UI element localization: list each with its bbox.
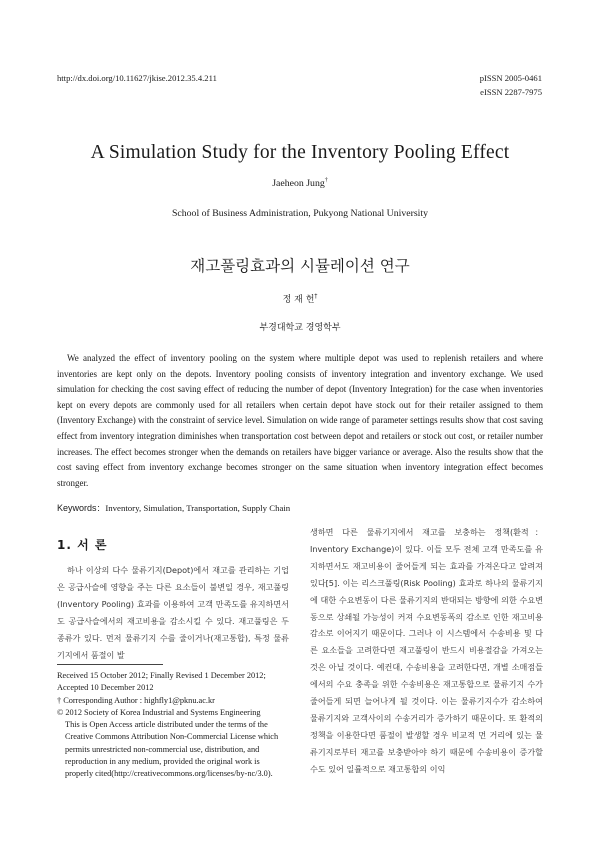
affiliation-ko: 부경대학교 경영학부	[259, 323, 341, 333]
footnote	[57, 670, 289, 781]
keywords	[57, 501, 290, 514]
pissn: pISSN 2005-0461	[479, 73, 542, 83]
keywords-list: ：Inventory, Simulation, Transportation, Supply Chain	[96, 503, 291, 513]
corresponding-author-mark: †	[324, 177, 328, 184]
accepted-date: Accepted 10 December 2012	[57, 683, 154, 693]
corresponding-author[interactable]: † Corresponding Author : highfly1@pknu.ac.kr	[57, 695, 215, 705]
author-name-en: Jaeheon Jung	[272, 178, 325, 189]
issn-block	[480, 71, 542, 99]
eissn: eISSN 2287-7975	[480, 87, 542, 97]
paper-title-ko: 재고풀링효과의 시뮬레이션 연구	[190, 257, 410, 275]
doi-link[interactable]: http://dx.doi.org/10.11627/jkise.2012.35.4.211	[57, 73, 217, 83]
license-text: This is Open Access article distributed under the terms of the Creative Commons Attribution Non-Commercial License which permits unrestricted non-commercial use, distribution, and reproduction in any medium, provided the original work is properly cited(http://creativecommons.org/licenses/by-nc/3.0).	[65, 720, 279, 779]
affiliation-en: School of Business Administration, Pukyong National University	[171, 208, 429, 219]
author-en	[0, 178, 600, 189]
paper-title: A Simulation Study for the Inventory Pooling Effect	[90, 142, 510, 163]
author-name-ko: 정 재 헌	[282, 295, 315, 305]
keywords-label: Keywords	[57, 503, 97, 513]
intro-right-column: 생하면 다른 물류기지에서 재고를 보충하는 정책(환적：Inventory Exchange)이 있다. 이들 모두 전체 고객 만족도를 유지하면서도 재고비용이 줄어들게 되는 효과를 가져온다고 알려져 있다[5]. 이는 리스크풀링(Risk Pooling) 효과로 하나의 물류기지에 대한 수요변동이 다른 물류기지의 반대되는 방향에 의한 수요변동으로 상쇄될 가능성이 커져 수요변동폭의 감소로 인한 재고비용 감소로 이어지기 때문이다. 그러나 이 시스템에서 수송비용 및 다른 요소들을 고려한다면 재고풀링이 반드시 비용절감을 가져오는 것은 아닐 것이다. 예컨대, 수송비용을 고려한다면, 개별 소매점들에서의 수요 충족을 위한 수송비용은 재고통합으로 물류기지 수가 줄어들게 되면 늘어나게 될 것이다. 이는 물류기지수가 감소하여 물류기지와 고객사이의 수송거리가 증가하기 때문이다. 또 환적의 정책을 이용한다면 품절이 발생할 경우 비교적 먼 거리에 있는 물류기지로부터 재고를 보충받아야 하기 때문에 수송비용이 증가할 수도 있어 일률적으로 재고통합의 이익	[310, 527, 543, 774]
corresponding-author-mark-ko: †	[314, 293, 318, 300]
section-heading: 1. 서 론	[57, 538, 108, 552]
footnote-divider	[57, 664, 163, 665]
copyright-notice: © 2012 Society of Korea Industrial and Systems Engineering	[57, 707, 261, 717]
abstract: We analyzed the effect of inventory pooling on the system where multiple depot was used to replenish retailers and where inventories are kept only on the depots. Inventory pooling consists of inventory integration and inventory exchange. We used simulation for checking the cost saving effect of reducing the number of depot (Inventory Integration) for the case when inventories kept on every depots are commonly used for all retailers when certain depot have stock out for their retailer assigned to them (Inventory Exchange) with the constraint of service level. Simulation on wide range of parameter settings results show that cost saving effect from inventory integration diminishes when transportation cost between depot and retailers or stock out cost, or retailer number increases. The effect becomes stronger when the demands on retailers have bigger variance or average. Also the results show that the cost saving effect from inventory exchange becomes stronger on the same situation when inventory integration effect becomes stronger.	[57, 353, 543, 488]
received-date: Received 15 October 2012; Finally Revised 1 December 2012;	[57, 671, 266, 680]
intro-left-column: 하나 이상의 다수 물류기지(Depot)에서 재고를 관리하는 기업은 공급사슬에 영향을 주는 다른 요소들이 불변일 경우, 재고풀링(Inventory Pooling) 효과를 이용하여 고객 만족도를 유지하면서도 공급사슬에서의 재고비용을 감소시킬 수 있다. 재고풀링은 두 종류가 있다. 먼저 물류기지 수를 줄이거나(재고통합), 특정 물류기지에서 품절이 발	[57, 565, 289, 660]
author-ko	[0, 292, 600, 305]
